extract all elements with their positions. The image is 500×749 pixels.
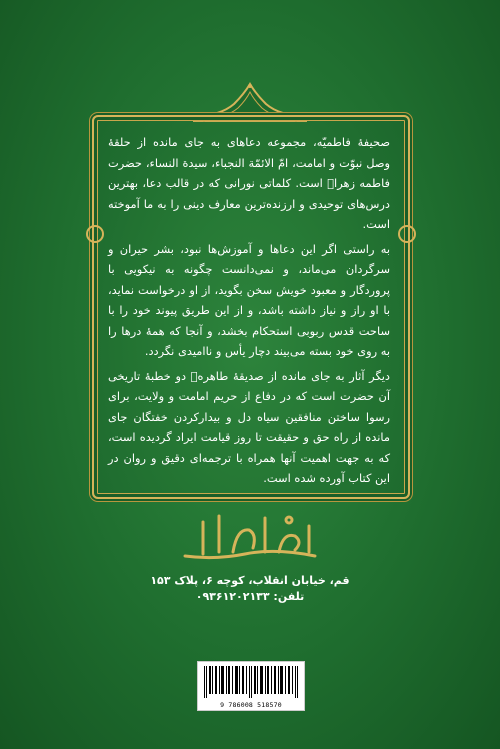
paragraph-1: صحیفهٔ فاطمیّه، مجموعه دعاهای به جای مانده از حلقهٔ وصل نبوّت و امامت، امّ الائمّة النجباء، سیدة النساء، حضرت فاطمه زهرا﷣ است. کلماتی نورانی که در قالب دعا، بهترین درس‌های توحیدی و ارزنده‌ترین معارف دینی را به ما آموخته است. <box>108 135 390 231</box>
publisher-address: قم، خیابان انقلاب، کوچه ۶، پلاک ۱۵۳ <box>150 574 350 587</box>
paragraph-3: دیگر آثار به جای مانده از صدیقهٔ طاهره﷣ دو خطبهٔ تاریخی آن حضرت است که در دفاع از حریم امامت و ولایت، برای رسوا ساختن منافقین سیاه دل و بیدارکردن خفتگان جای مانده از راه حق و حقیقت تا روز قیامت ایراد گردیده است، که به جهت اهمیت آنها همراه با ترجمه‌ای دقیق و روان در این کتاب آورده شده است. <box>108 368 390 485</box>
left-ornament-icon <box>86 225 104 243</box>
back-cover-text <box>108 132 390 493</box>
publisher-phone: تلفن: ۰۹۳۶۱۲۰۲۱۳۳ <box>195 590 305 603</box>
paragraph-2: به راستی اگر این دعاها و آموزش‌ها نبود، بشر حیران و سرگردان می‌ماند، و نمی‌دانست چگونه به نیکویی با پروردگار و معبود خویش سخن بگوید، از او درخواست نماید، با او راز و نیاز داشته باشد، و از این طریق پیوند خود را با ساحت قدس ربوبی استحکام بخشد، و آنجا که همهٔ درها را به روی خود بسته می‌بیند دچار یأس و ناامیدی نگردد. <box>108 241 390 358</box>
isbn-number: 9 786008 518570 <box>220 701 282 709</box>
publisher-logo <box>175 508 325 568</box>
isbn-barcode <box>197 661 305 711</box>
barcode-bars-icon <box>204 666 298 698</box>
right-ornament-icon <box>398 225 416 243</box>
publisher-address-block <box>140 573 360 605</box>
